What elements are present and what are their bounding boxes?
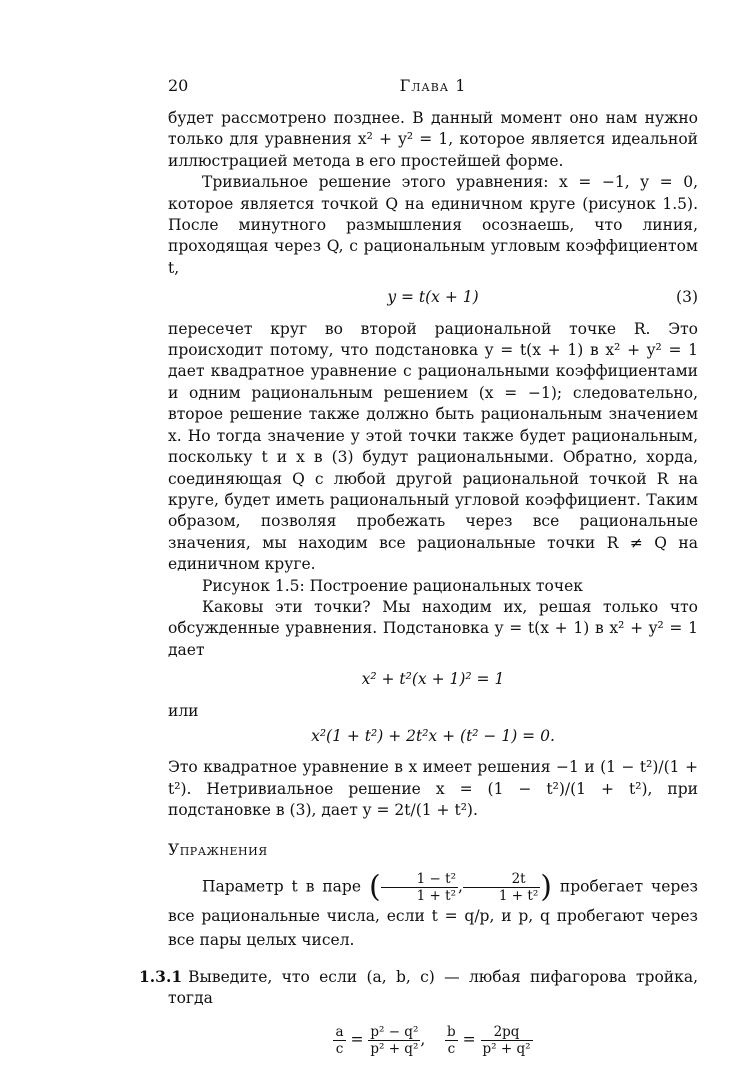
equation (168, 726, 698, 747)
fraction (463, 871, 540, 904)
fraction (481, 1024, 533, 1057)
equation-text: y = t(x + 1) (387, 288, 479, 307)
fraction (333, 1024, 345, 1057)
left-paren: ( (368, 869, 381, 905)
chapter-title: Глава 1 (399, 76, 467, 95)
exercise-text: Выведите, что если (a, b, c) — любая пифагорова тройка, тогда (168, 968, 698, 1008)
denominator: p² + q² (482, 1040, 531, 1057)
numerator: b (447, 1023, 456, 1040)
paragraph: Это квадратное уравнение в x имеет решения −1 и (1 − t²)/(1 + t²). Нетривиальное решение x = (1 − t²)/(1 + t²), при подстановке в (3), дает y = 2t/(1 + t²). (168, 758, 698, 820)
figure-caption: Рисунок 1.5: Построение рациональных точек (202, 576, 583, 595)
denominator: c (447, 1040, 456, 1057)
denominator: 1 + t² (498, 888, 539, 904)
fraction (368, 1024, 420, 1057)
page-body (139, 108, 698, 1067)
equation-text: x² + t²(x + 1)² = 1 (361, 670, 505, 689)
exercise-number: 1.3.1 (139, 967, 183, 986)
exercise-intro: Параметр t в паре ( $\frac{\text{1 − t²}}{\text{1 + t²}}$ , $\frac{2t}{\text{1 + t²}}$ ) пробегает через все рациональные числа, если t = q/p, и p, q пробегают через все пары целых чисел. (168, 869, 698, 949)
denominator: p² + q² (370, 1040, 419, 1057)
denominator: 1 + t² (416, 888, 456, 904)
equation-number: (3) (676, 288, 698, 307)
numerator: 2pq (481, 1024, 533, 1041)
numerator: 2t (463, 871, 540, 888)
paragraph: пересечет круг во второй рациональной точке R. Это происходит потому, что подстановка y = t(x + 1) в x² + y² = 1 дает квадратное уравнение с рациональными коэффициентами и одним рациональным решением (x = −1); следовательно, второе решение также должно быть рациональным значением x. Но тогда значение y этой точки также будет рациональным, поскольку t и x в (3) будут рациональными. Обратно, хорда, соединяющая Q с любой другой рациональной точкой R на круге, будет иметь рациональный угловой коэффициент. Таким образом, позволяя пробежать через все рациональные значения, мы находим все рациональные точки R ≠ Q на единичном круге. (168, 319, 698, 574)
numerator: p² − q² (370, 1023, 419, 1040)
denominator: c (335, 1040, 344, 1057)
numerator: 1 − t² (381, 871, 458, 888)
fraction (381, 871, 458, 904)
paragraph: Каковы эти точки? Мы находим их, решая только что обсужденные уравнения. Подстановка y = t(x + 1) в x² + y² = 1 дает (168, 597, 698, 659)
intro-text-after: пробегает через все рациональные числа, если t = q/p, и p, q пробегают через все пары целых чисел. (168, 877, 698, 949)
section-title: Упражнения (168, 840, 268, 859)
equation-3 (168, 287, 698, 308)
right-paren: ) (540, 869, 552, 905)
page-number: 20 (168, 76, 189, 95)
numerator: a (335, 1023, 344, 1040)
equation-text: x²(1 + t²) + 2t²x + (t² − 1) = 0. (311, 726, 555, 745)
paragraph: Тривиальное решение этого уравнения: x = −1, y = 0, которое является точкой Q на единичном круге (рисунок 1.5). После минутного размышления осознаешь, что линия, проходящая через Q, с рациональным угловым коэффициентом t, (168, 173, 698, 277)
equation (168, 669, 698, 690)
paragraph: будет рассмотрено позднее. В данный момент оно нам нужно только для уравнения x² + y² = 1, которое является идеальной иллюстрацией метода в его простейшей форме. (168, 109, 698, 170)
paragraph: или (168, 701, 199, 720)
page-header (168, 76, 698, 98)
fraction (445, 1024, 458, 1057)
intro-text: Параметр t в паре (202, 877, 362, 896)
exercise-item (139, 966, 698, 1010)
exercise-formula: $\frac{a}{c}$ = $\frac{\text{p² − q²}}{\text{p² + q²}}$ , $\frac{b}{c}$ = $\frac{2pq}{\text{p² + q²}}$ (335, 1023, 531, 1057)
